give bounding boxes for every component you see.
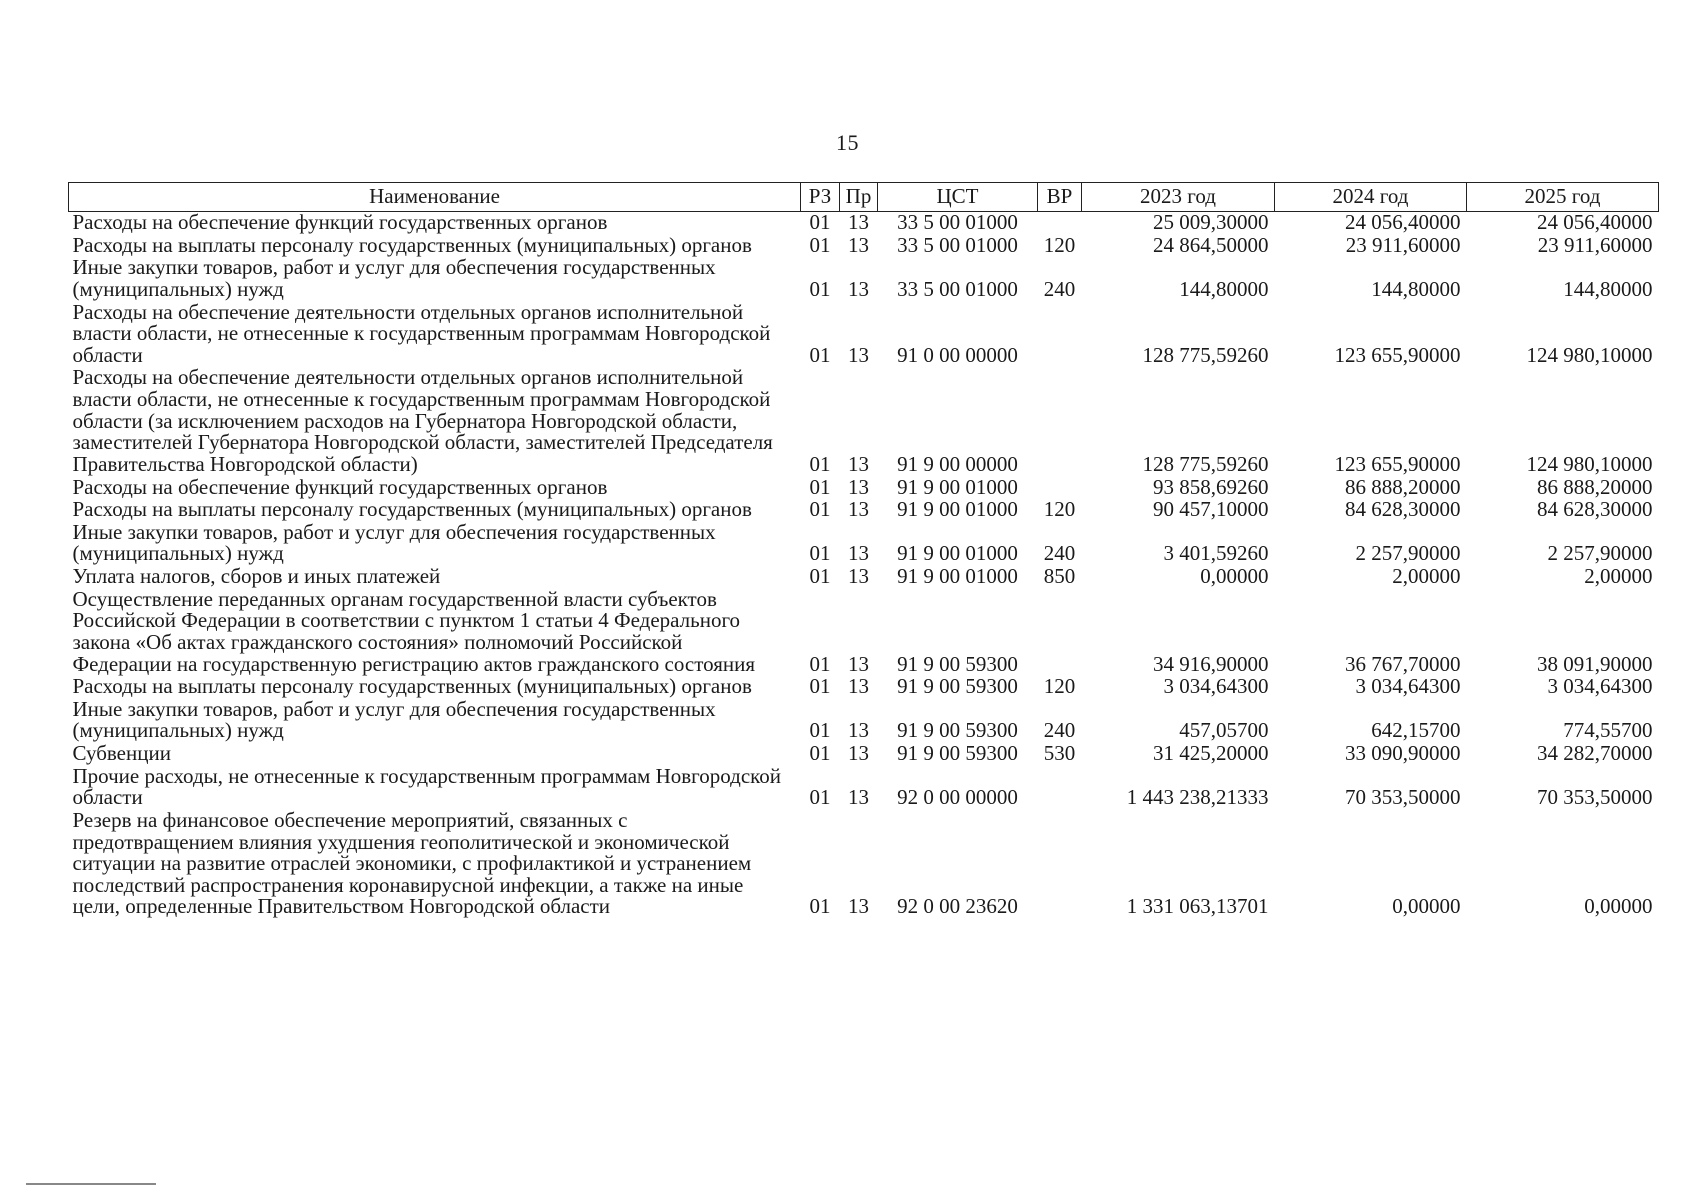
row-cst: 92 0 00 23620 — [897, 894, 1018, 919]
row-rz: 01 — [809, 785, 831, 810]
table-row — [69, 522, 1659, 566]
row-2024: 24 056,40000 — [1345, 210, 1461, 234]
row-vr: 850 — [1043, 564, 1076, 588]
row-2023: 0,00000 — [1200, 564, 1269, 588]
row-rz: 01 — [809, 342, 831, 367]
row-name: Расходы на обеспечение функций государственных органов — [72, 474, 608, 499]
table-row — [69, 699, 1659, 743]
row-2023: 1 443 238,21333 — [1126, 785, 1269, 810]
row-vr — [1038, 477, 1082, 500]
table-row — [69, 743, 1659, 766]
row-name: Уплата налогов, сборов и иных платежей — [72, 564, 441, 588]
row-vr: 120 — [1043, 674, 1076, 699]
header-2023: 2023 год — [1082, 183, 1275, 212]
row-vr — [1038, 810, 1082, 919]
row-rz: 01 — [809, 564, 831, 588]
row-rz: 01 — [809, 741, 831, 765]
row-2023: 31 425,20000 — [1153, 741, 1269, 765]
row-2024: 123 655,90000 — [1334, 342, 1461, 367]
row-2024: 23 911,60000 — [1345, 232, 1461, 257]
row-cst: 91 9 00 59300 — [897, 741, 1018, 765]
row-rz: 01 — [809, 894, 831, 919]
row-2024: 0,00000 — [1392, 894, 1461, 919]
table-body — [69, 212, 1659, 920]
row-pr: 13 — [848, 651, 869, 676]
row-rz: 01 — [809, 497, 831, 522]
row-2025: 124 980,10000 — [1526, 342, 1653, 367]
row-pr: 13 — [848, 232, 869, 257]
row-2023: 128 775,59260 — [1142, 342, 1269, 367]
row-2023: 3 034,64300 — [1163, 674, 1269, 699]
row-2025: 86 888,20000 — [1537, 474, 1653, 499]
row-2025: 23 911,60000 — [1537, 232, 1653, 257]
table-row — [69, 212, 1659, 235]
row-cst: 91 9 00 00000 — [897, 451, 1018, 476]
row-rz: 01 — [809, 474, 831, 499]
row-name: Иные закупки товаров, работ и услуг для обеспечения государственных (муниципальных) нужд — [72, 255, 716, 301]
row-pr: 13 — [848, 474, 869, 499]
row-vr — [1038, 766, 1082, 810]
row-2025: 144,80000 — [1563, 276, 1653, 301]
header-2025: 2025 год — [1467, 183, 1659, 212]
row-2023: 457,05700 — [1179, 718, 1269, 743]
row-2024: 84 628,30000 — [1345, 497, 1461, 522]
table-row — [69, 257, 1659, 301]
row-name: Иные закупки товаров, работ и услуг для обеспечения государственных (муниципальных) нужд — [72, 519, 716, 566]
row-cst: 91 9 00 01000 — [897, 497, 1018, 522]
row-pr: 13 — [848, 741, 869, 765]
row-2023: 144,80000 — [1179, 276, 1269, 301]
row-2025: 24 056,40000 — [1537, 210, 1653, 234]
row-cst: 91 9 00 01000 — [897, 474, 1018, 499]
row-name: Расходы на выплаты персоналу государственных (муниципальных) органов — [72, 497, 752, 522]
row-pr: 13 — [848, 674, 869, 699]
row-vr: 240 — [1043, 541, 1076, 566]
row-name: Расходы на обеспечение функций государственных органов — [72, 210, 608, 234]
row-2025: 2,00000 — [1584, 564, 1653, 588]
row-rz: 01 — [809, 541, 831, 566]
row-name: Прочие расходы, не отнесенные к государственным программам Новгородской области — [72, 763, 782, 810]
row-2025: 0,00000 — [1584, 894, 1653, 919]
row-vr: 120 — [1043, 232, 1076, 257]
row-2024: 3 034,64300 — [1355, 674, 1461, 699]
row-cst: 92 0 00 00000 — [897, 785, 1018, 810]
row-cst: 33 5 00 01000 — [897, 276, 1018, 301]
row-2024: 2 257,90000 — [1355, 541, 1461, 566]
table-row — [69, 676, 1659, 699]
row-vr: 530 — [1043, 741, 1076, 765]
row-vr: 240 — [1043, 718, 1076, 743]
row-name: Расходы на выплаты персоналу государственных (муниципальных) органов — [72, 674, 752, 699]
row-rz: 01 — [809, 276, 831, 301]
row-vr: 240 — [1043, 276, 1076, 301]
row-pr: 13 — [848, 497, 869, 522]
row-vr — [1038, 212, 1082, 235]
row-cst: 91 9 00 59300 — [897, 718, 1018, 743]
row-cst: 91 9 00 01000 — [897, 541, 1018, 566]
row-rz: 01 — [809, 232, 831, 257]
row-vr — [1038, 302, 1082, 368]
header-cst: ЦСТ — [878, 183, 1038, 212]
row-cst: 33 5 00 01000 — [897, 232, 1018, 257]
table-header — [69, 183, 1659, 212]
row-pr: 13 — [848, 785, 869, 810]
row-cst: 33 5 00 01000 — [897, 210, 1018, 234]
row-vr — [1038, 367, 1082, 476]
row-2025: 84 628,30000 — [1537, 497, 1653, 522]
row-vr: 120 — [1043, 497, 1076, 522]
row-pr: 13 — [848, 894, 869, 919]
row-cst: 91 0 00 00000 — [897, 342, 1018, 367]
row-name: Иные закупки товаров, работ и услуг для обеспечения государственных (муниципальных) нужд — [72, 696, 716, 743]
table-row — [69, 589, 1659, 677]
row-2025: 3 034,64300 — [1547, 674, 1653, 699]
row-rz: 01 — [809, 674, 831, 699]
row-2023: 25 009,30000 — [1153, 210, 1269, 234]
header-2024: 2024 год — [1275, 183, 1467, 212]
row-2025: 124 980,10000 — [1526, 451, 1653, 476]
budget-table — [68, 182, 1659, 919]
table-row — [69, 499, 1659, 522]
row-2025: 38 091,90000 — [1537, 651, 1653, 676]
row-pr: 13 — [848, 541, 869, 566]
row-pr: 13 — [848, 564, 869, 588]
row-2025: 2 257,90000 — [1547, 541, 1653, 566]
row-2025: 34 282,70000 — [1537, 741, 1653, 765]
table-row — [69, 302, 1659, 368]
row-2023: 34 916,90000 — [1153, 651, 1269, 676]
scan-artifact-line — [26, 1183, 156, 1185]
header-rz: РЗ — [801, 183, 840, 212]
row-2024: 33 090,90000 — [1345, 741, 1461, 765]
row-2024: 642,15700 — [1371, 718, 1461, 743]
row-name: Субвенции — [72, 741, 171, 765]
row-2025: 774,55700 — [1563, 718, 1653, 743]
row-2025: 70 353,50000 — [1537, 785, 1653, 810]
row-name: Расходы на обеспечение деятельности отдельных органов исполнительной власти области, не отнесенные к государственным программам Новгородской области — [72, 299, 771, 367]
table-row — [69, 566, 1659, 589]
row-name: Расходы на обеспечение деятельности отдельных органов исполнительной власти области, не отнесенные к государственным программам Новгородской области (за исключением расходов на Губернатора Новгородской области, заместителей Губернатора Новгородской области, заместителей Председателя Правительства Новгородской области) — [72, 365, 773, 476]
row-2023: 128 775,59260 — [1142, 451, 1269, 476]
row-pr: 13 — [848, 451, 869, 476]
row-2023: 1 331 063,13701 — [1126, 894, 1269, 919]
row-pr: 13 — [848, 210, 869, 234]
row-name: Осуществление переданных органам государственной власти субъектов Российской Федерации в соответствии с пунктом 1 статьи 4 Федерального закона «Об актах гражданского состояния» полномочий Российской Федерации на государственную регистрацию актов гражданского состояния — [72, 586, 756, 676]
row-cst: 91 9 00 59300 — [897, 674, 1018, 699]
row-2023: 3 401,59260 — [1163, 541, 1269, 566]
row-2024: 123 655,90000 — [1334, 451, 1461, 476]
row-2024: 70 353,50000 — [1345, 785, 1461, 810]
header-pr: Пр — [840, 183, 878, 212]
row-2023: 90 457,10000 — [1153, 497, 1269, 522]
page-number: 15 — [836, 130, 859, 155]
row-2024: 86 888,20000 — [1345, 474, 1461, 499]
header-name: Наименование — [69, 183, 801, 212]
row-cst: 91 9 00 01000 — [897, 564, 1018, 588]
header-vr: ВР — [1038, 183, 1082, 212]
row-name: Расходы на выплаты персоналу государственных (муниципальных) органов — [72, 232, 752, 257]
table-row — [69, 810, 1659, 919]
row-rz: 01 — [809, 718, 831, 743]
row-2024: 144,80000 — [1371, 276, 1461, 301]
row-2024: 36 767,70000 — [1345, 651, 1461, 676]
row-vr — [1038, 589, 1082, 677]
row-pr: 13 — [848, 276, 869, 301]
row-2024: 2,00000 — [1392, 564, 1461, 588]
table-row — [69, 766, 1659, 810]
row-pr: 13 — [848, 718, 869, 743]
row-rz: 01 — [809, 651, 831, 676]
row-rz: 01 — [809, 210, 831, 234]
row-2023: 24 864,50000 — [1153, 232, 1269, 257]
row-pr: 13 — [848, 342, 869, 367]
row-rz: 01 — [809, 451, 831, 476]
row-name: Резерв на финансовое обеспечение мероприятий, связанных с предотвращением влияния ухудшения геополитической и экономической ситуации на развитие отраслей экономики, с профилактикой и устранением последствий распространения коронавирусной инфекции, а также на иные цели, определенные Правительством Новгородской области — [72, 807, 752, 919]
table-row — [69, 477, 1659, 500]
row-2023: 93 858,69260 — [1153, 474, 1269, 499]
row-cst: 91 9 00 59300 — [897, 651, 1018, 676]
table-row — [69, 367, 1659, 476]
table-row — [69, 235, 1659, 258]
